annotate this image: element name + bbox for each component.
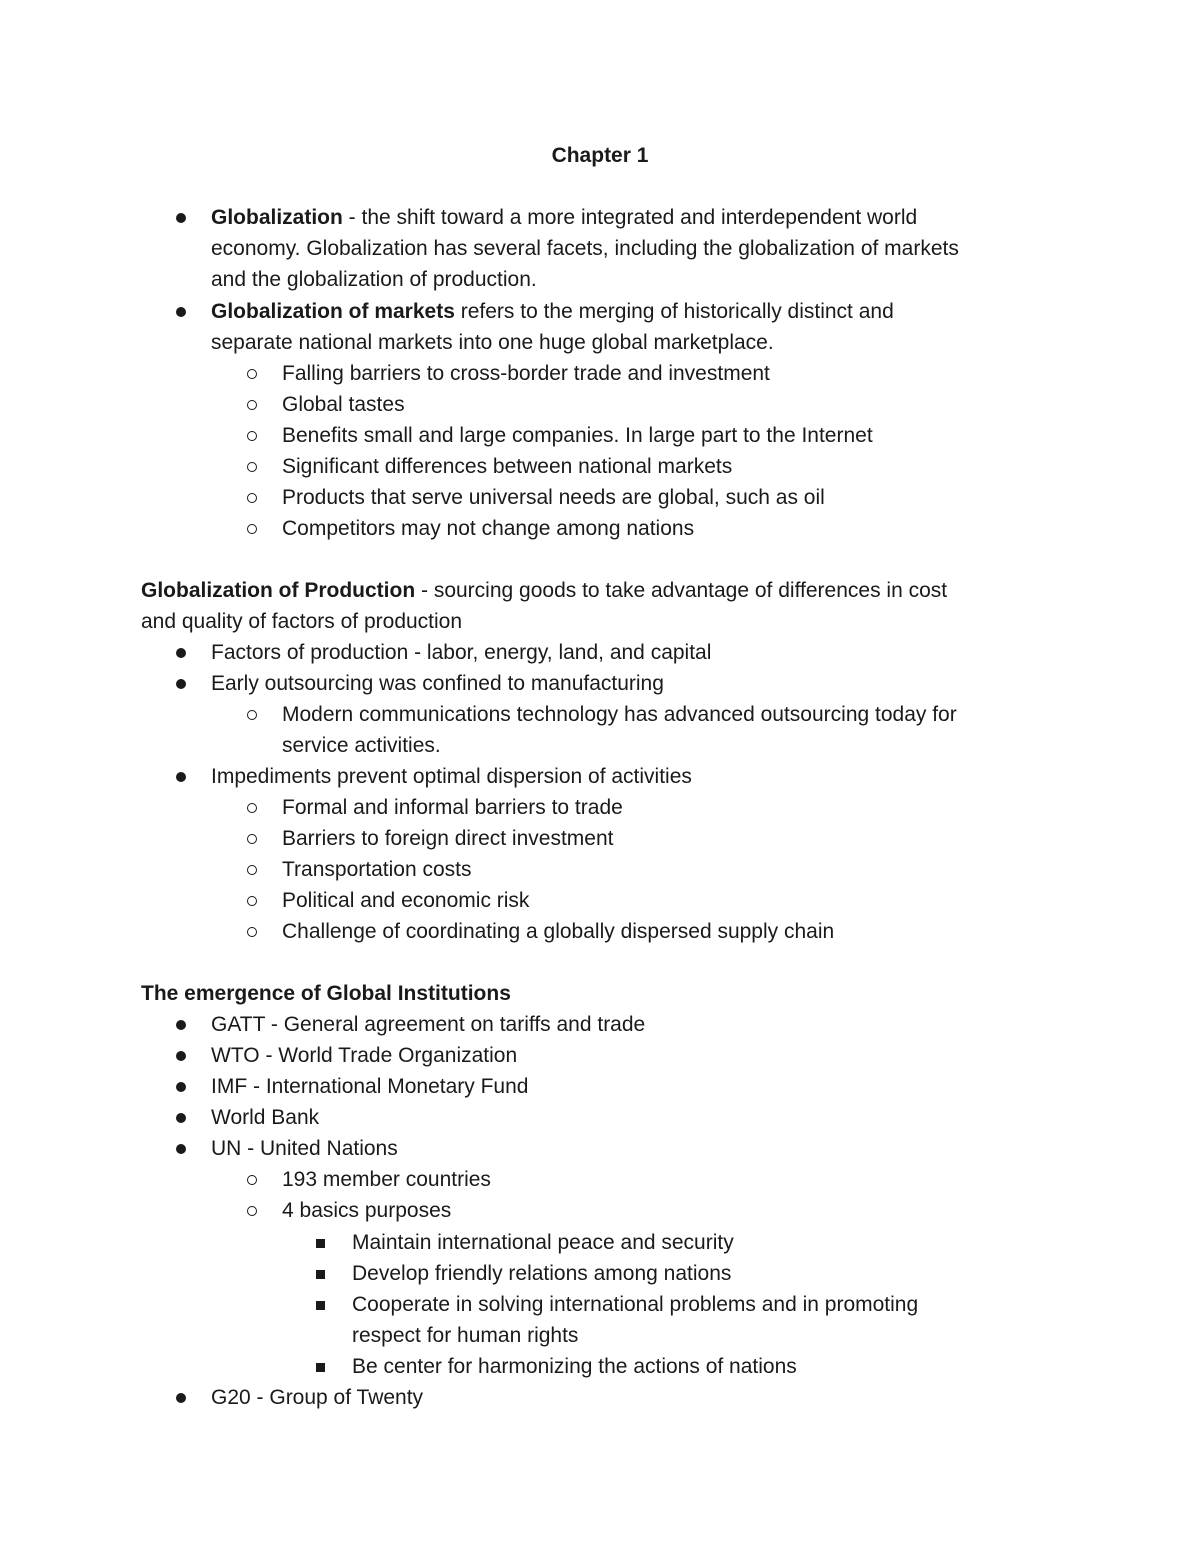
bullet-circle-icon	[247, 451, 257, 482]
sub-list-item: Falling barriers to cross-border trade and investment	[282, 362, 770, 385]
sub-list-item: Global tastes	[282, 393, 405, 416]
list-item-continuation: and the globalization of production.	[211, 268, 537, 291]
sub-list-item: 4 basics purposes	[282, 1199, 452, 1222]
list-item: WTO - World Trade Organization	[211, 1044, 518, 1067]
bullet-square-icon	[316, 1351, 325, 1382]
bullet-circle-icon	[247, 885, 257, 916]
list-item: Globalization - the shift toward a more integrated and interdependent world	[211, 206, 918, 229]
sub-list-item: Products that serve universal needs are global, such as oil	[282, 486, 825, 509]
bullet-dot-icon	[176, 1382, 186, 1413]
bullet-circle-icon	[247, 420, 257, 451]
sub-list-item: Political and economic risk	[282, 889, 530, 912]
term-globalization: Globalization	[211, 206, 343, 229]
bullet-circle-icon	[247, 916, 257, 947]
sub-sub-list-item: Be center for harmonizing the actions of nations	[352, 1355, 797, 1378]
bullet-dot-icon	[176, 637, 186, 668]
bullet-dot-icon	[176, 1071, 186, 1102]
term-globalization-of-markets: Globalization of markets	[211, 300, 455, 323]
bullet-circle-icon	[247, 389, 257, 420]
bullet-circle-icon	[247, 823, 257, 854]
bullet-circle-icon	[247, 1164, 257, 1195]
bullet-circle-icon	[247, 699, 257, 730]
bullet-dot-icon	[176, 1133, 186, 1164]
bullet-dot-icon	[176, 202, 186, 233]
list-item: GATT - General agreement on tariffs and trade	[211, 1013, 646, 1036]
list-item: Globalization of markets refers to the merging of historically distinct and	[211, 300, 894, 323]
bullet-dot-icon	[176, 1009, 186, 1040]
section-heading: Globalization of Production - sourcing goods to take advantage of differences in cost	[141, 579, 948, 602]
list-item: World Bank	[211, 1106, 320, 1129]
sub-list-item-continuation: service activities.	[282, 734, 441, 757]
bullet-dot-icon	[176, 296, 186, 327]
bullet-circle-icon	[247, 854, 257, 885]
list-item-continuation: separate national markets into one huge global marketplace.	[211, 331, 774, 354]
bullet-dot-icon	[176, 1102, 186, 1133]
list-item: Factors of production - labor, energy, land, and capital	[211, 641, 712, 664]
sub-list-item: Barriers to foreign direct investment	[282, 827, 614, 850]
heading-term: Globalization of Production	[141, 579, 416, 602]
sub-list-item: Formal and informal barriers to trade	[282, 796, 623, 819]
sub-list-item: Transportation costs	[282, 858, 472, 881]
list-item-continuation: economy. Globalization has several facets, including the globalization of markets	[211, 237, 959, 260]
bullet-circle-icon	[247, 358, 257, 389]
sub-sub-list-item-continuation: respect for human rights	[352, 1324, 579, 1347]
bullet-circle-icon	[247, 1195, 257, 1226]
sub-list-item: Benefits small and large companies. In large part to the Internet	[282, 424, 873, 447]
list-item: Impediments prevent optimal dispersion of activities	[211, 765, 692, 788]
page-title: Chapter 1	[551, 144, 649, 167]
bullet-circle-icon	[247, 482, 257, 513]
bullet-square-icon	[316, 1258, 325, 1289]
section-heading: The emergence of Global Institutions	[141, 982, 511, 1005]
bullet-square-icon	[316, 1227, 325, 1258]
sub-list-item: Challenge of coordinating a globally dispersed supply chain	[282, 920, 835, 943]
bullet-circle-icon	[247, 792, 257, 823]
bullet-square-icon	[316, 1289, 325, 1320]
list-item: IMF - International Monetary Fund	[211, 1075, 529, 1098]
sub-list-item: Modern communications technology has advanced outsourcing today for	[282, 703, 957, 726]
sub-list-item: 193 member countries	[282, 1168, 491, 1191]
sub-sub-list-item: Cooperate in solving international problems and in promoting	[352, 1293, 919, 1316]
list-item: UN - United Nations	[211, 1137, 398, 1160]
bullet-circle-icon	[247, 513, 257, 544]
sub-sub-list-item: Maintain international peace and security	[352, 1231, 734, 1254]
bullet-dot-icon	[176, 761, 186, 792]
bullet-dot-icon	[176, 668, 186, 699]
section-heading-continuation: and quality of factors of production	[141, 610, 463, 633]
list-item: G20 - Group of Twenty	[211, 1386, 424, 1409]
sub-sub-list-item: Develop friendly relations among nations	[352, 1262, 732, 1285]
list-item: Early outsourcing was confined to manufacturing	[211, 672, 664, 695]
sub-list-item: Competitors may not change among nations	[282, 517, 695, 540]
sub-list-item: Significant differences between national markets	[282, 455, 733, 478]
bullet-dot-icon	[176, 1040, 186, 1071]
